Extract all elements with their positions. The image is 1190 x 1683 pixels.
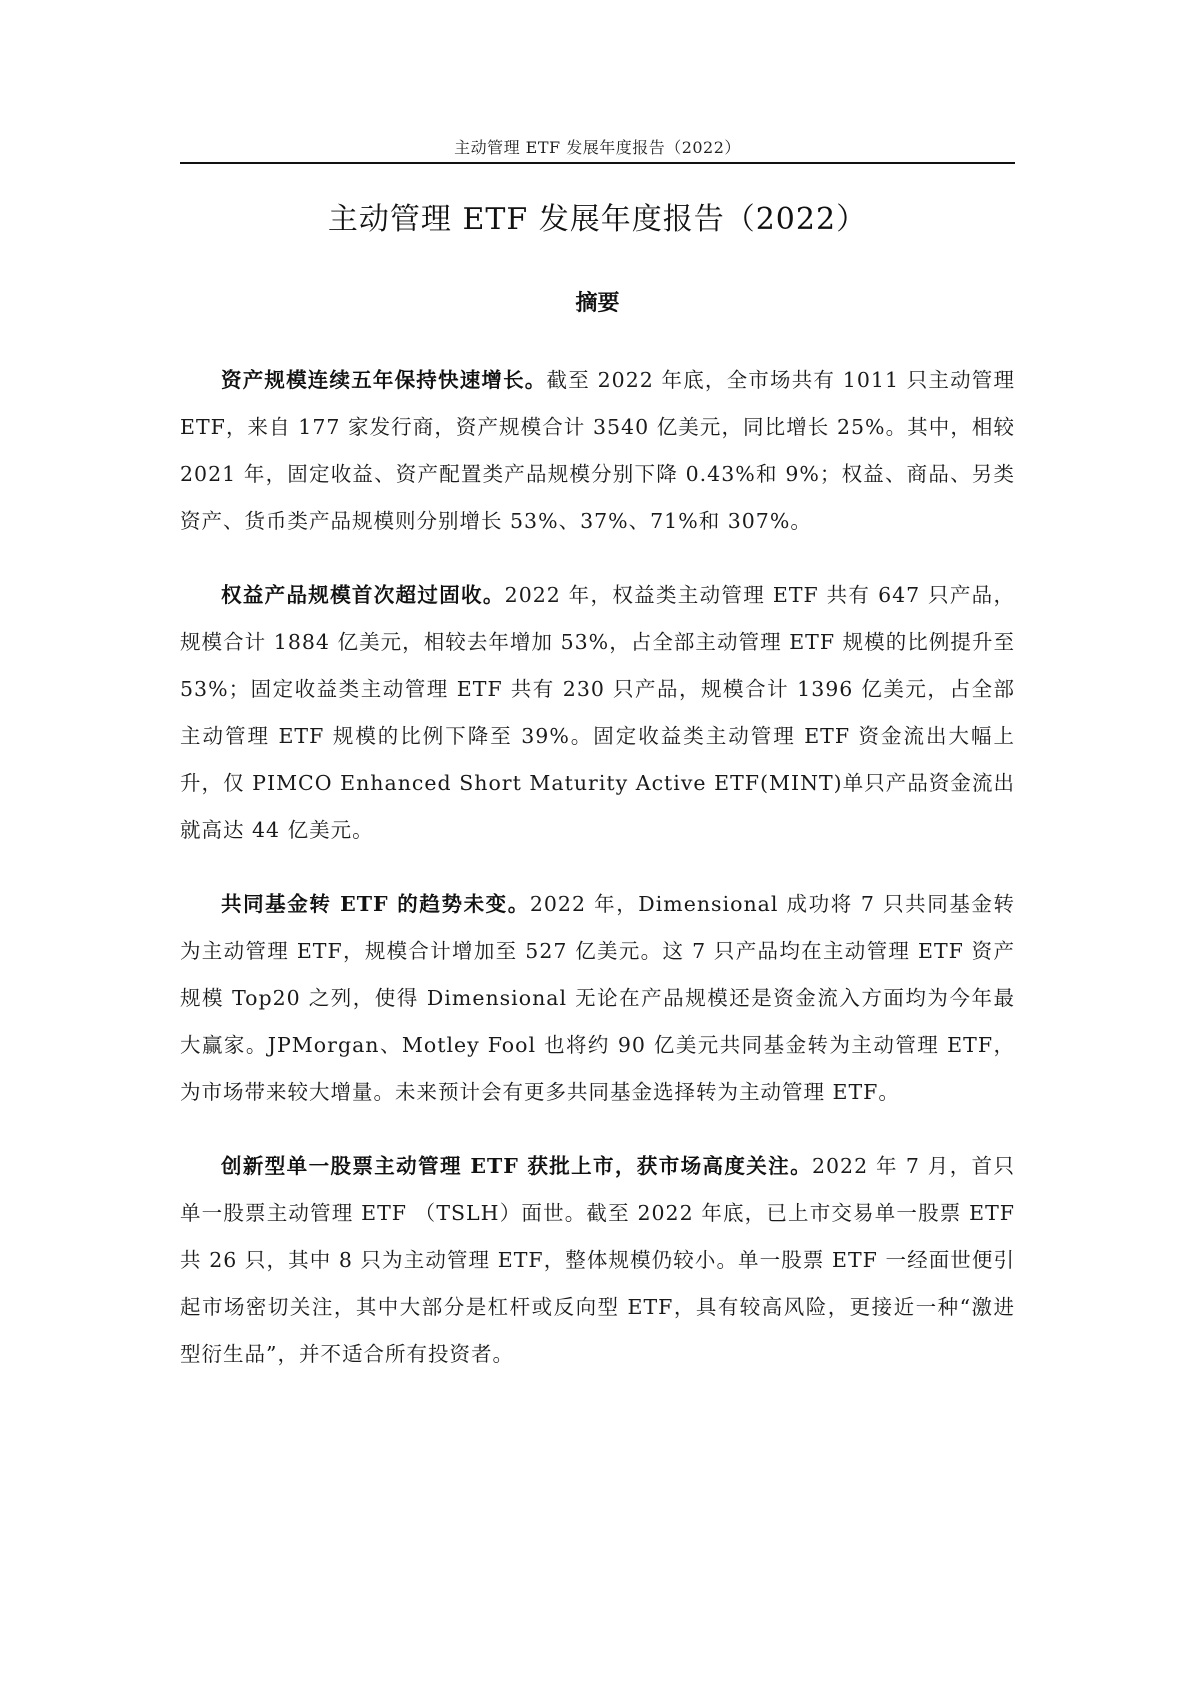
- paragraph-lead: 共同基金转 ETF 的趋势未变。: [221, 892, 530, 916]
- abstract-paragraph-2: [180, 572, 1015, 854]
- paragraph-text: 2022 年，Dimensional 成功将 7 只共同基金转为主动管理 ETF，规模合计增加至 527 亿美元。这 7 只产品均在主动管理 ETF 资产规模 Top20 之列，使得 Dimensional 无论在产品规模还是资金流入方面均为今年最大赢家。JPMorgan、Motley Fool 也将约 90 亿美元共同基金转为主动管理 ETF，为市场带来较大增量。未来预计会有更多共同基金选择转为主动管理 ETF。: [180, 892, 1015, 1104]
- paragraph-lead: 资产规模连续五年保持快速增长。: [221, 368, 547, 392]
- document-title: 主动管理 ETF 发展年度报告（2022）: [327, 202, 868, 237]
- abstract-paragraph-1: [180, 357, 1015, 545]
- paragraph-lead: 创新型单一股票主动管理 ETF 获批上市，获市场高度关注。: [221, 1154, 812, 1178]
- paragraph-text: 2022 年 7 月，首只单一股票主动管理 ETF （TSLH）面世。截至 2022 年底，已上市交易单一股票 ETF 共 26 只，其中 8 只为主动管理 ETF，整体规模仍较小。单一股票 ETF 一经面世便引起市场密切关注，其中大部分是杠杆或反向型 ETF，具有较高风险，更接近一种“激进型衍生品”，并不适合所有投资者。: [180, 1154, 1015, 1366]
- running-header: 主动管理 ETF 发展年度报告（2022）: [454, 138, 741, 157]
- abstract-paragraph-4: [180, 1143, 1015, 1378]
- paragraph-text: 截至 2022 年底，全市场共有 1011 只主动管理 ETF，来自 177 家发行商，资产规模合计 3540 亿美元，同比增长 25%。其中，相较 2021 年，固定收益、资产配置类产品规模分别下降 0.43%和 9%；权益、商品、另类资产、货币类产品规模则分别增长 53%、37%、71%和 307%。: [180, 368, 1015, 533]
- abstract-heading: 摘要: [575, 290, 620, 316]
- abstract-body: [180, 357, 1015, 1378]
- paragraph-lead: 权益产品规模首次超过固收。: [221, 583, 505, 607]
- header-rule: [180, 162, 1015, 164]
- paragraph-text: 2022 年，权益类主动管理 ETF 共有 647 只产品，规模合计 1884 亿美元，相较去年增加 53%，占全部主动管理 ETF 规模的比例提升至 53%；固定收益类主动管理 ETF 共有 230 只产品，规模合计 1396 亿美元，占全部主动管理 ETF 规模的比例下降至 39%。固定收益类主动管理 ETF 资金流出大幅上升，仅 PIMCO Enhanced Short Maturity Active ETF(MINT)单只产品资金流出就高达 44 亿美元。: [180, 583, 1015, 842]
- abstract-paragraph-3: [180, 881, 1015, 1116]
